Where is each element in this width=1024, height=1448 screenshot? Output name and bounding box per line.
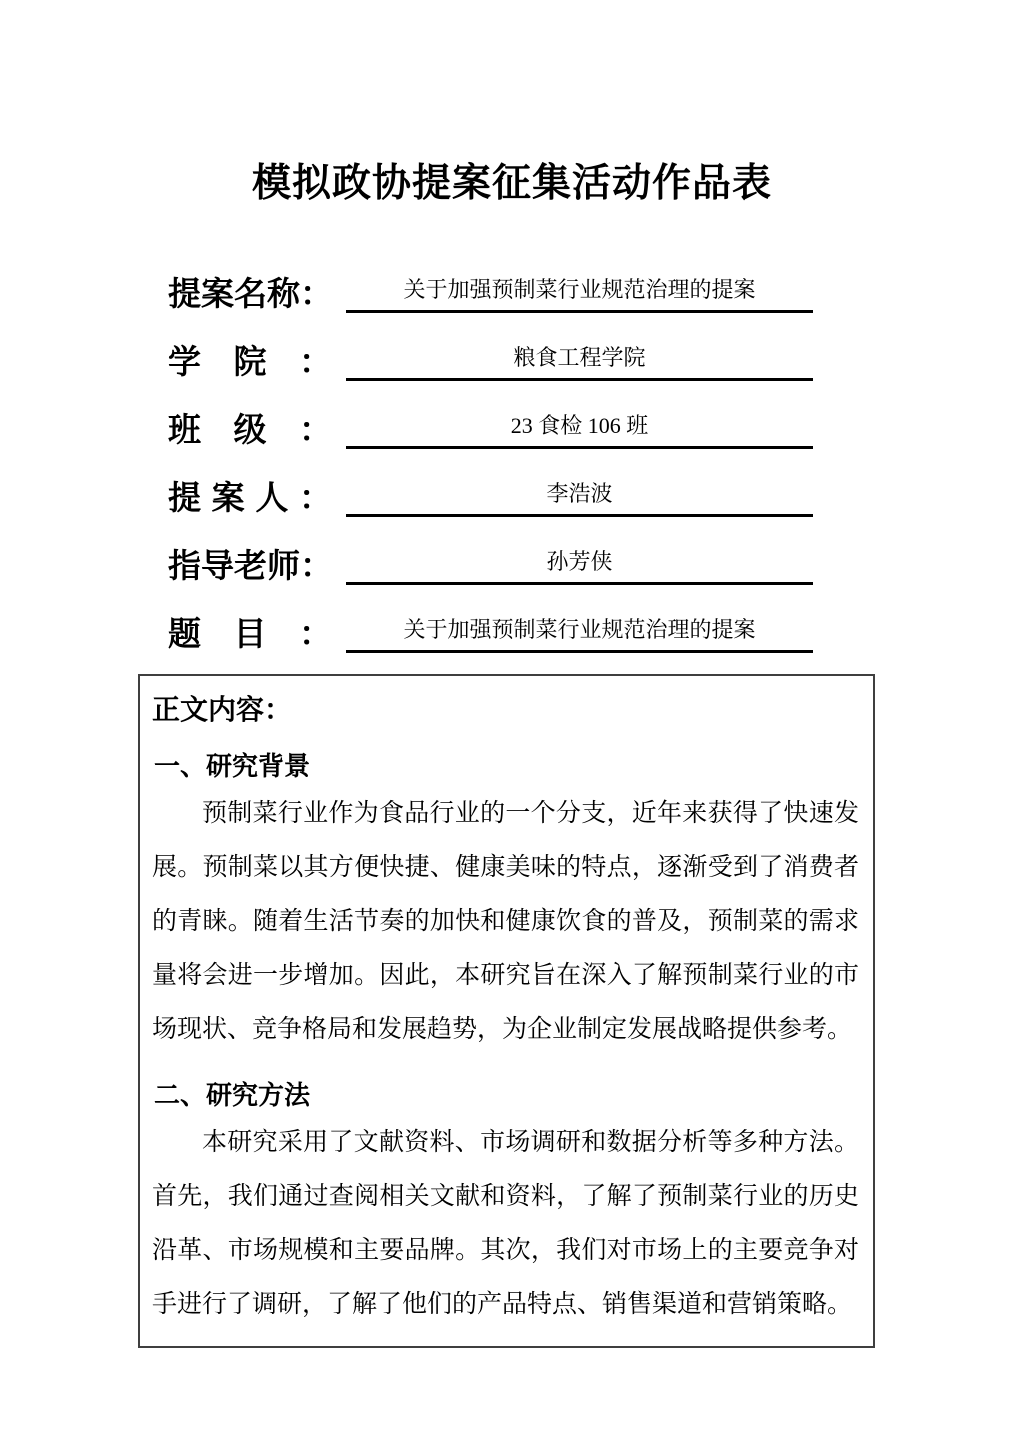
field-value-advisor: 孙芳侠	[346, 548, 813, 585]
field-row-college	[168, 334, 1024, 381]
section-heading-research-method: 二、研究方法	[154, 1080, 311, 1110]
field-label-college: 学 院 ：	[168, 345, 332, 382]
field-label-topic: 题 目 ：	[168, 617, 332, 654]
field-label-class: 班 级 ：	[168, 413, 332, 450]
section-paragraph-research-method: 本研究采用了文献资料、市场调研和数据分析等多种方法。首先，我们通过查阅相关文献和资料，了解了预制菜行业的历史沿革、市场规模和主要品牌。其次，我们对市场上的主要竞争对手进行了调研，了解了他们的产品特点、销售渠道和营销策略。	[152, 1129, 859, 1318]
field-label-proposer: 提 案 人 ：	[168, 481, 332, 518]
field-value-proposal-name: 关于加强预制菜行业规范治理的提案	[346, 276, 813, 313]
field-value-proposer: 李浩波	[346, 480, 813, 517]
field-value-class: 23 食检 106 班	[346, 412, 813, 449]
field-row-topic	[168, 606, 1024, 653]
content-header: 正文内容：	[152, 695, 293, 726]
section-heading-research-background: 一、研究背景	[154, 751, 311, 781]
field-row-proposal-name	[168, 266, 1024, 313]
main-content-box	[138, 674, 875, 1348]
field-label-proposal-name: 提 案 名 称 ：	[168, 277, 333, 314]
field-label-advisor: 指 导 老 师 ：	[168, 549, 333, 586]
section-paragraph-research-background: 预制菜行业作为食品行业的一个分支，近年来获得了快速发展。预制菜以其方便快捷、健康美味的特点，逐渐受到了消费者的青睐。随着生活节奏的加快和健康饮食的普及，预制菜的需求量将会进一步增加。因此，本研究旨在深入了解预制菜行业的市场现状、竞争格局和发展趋势，为企业制定发展战略提供参考。	[152, 800, 859, 1043]
page-title: 模拟政协提案征集活动作品表	[251, 162, 772, 205]
section-research-background	[152, 746, 859, 1057]
field-row-class	[168, 402, 1024, 449]
field-value-topic: 关于加强预制菜行业规范治理的提案	[346, 616, 813, 653]
field-row-advisor	[168, 538, 1024, 585]
field-row-proposer	[168, 470, 1024, 517]
section-research-method	[152, 1075, 859, 1332]
field-value-college: 粮食工程学院	[346, 344, 813, 381]
header-form	[168, 266, 1024, 653]
